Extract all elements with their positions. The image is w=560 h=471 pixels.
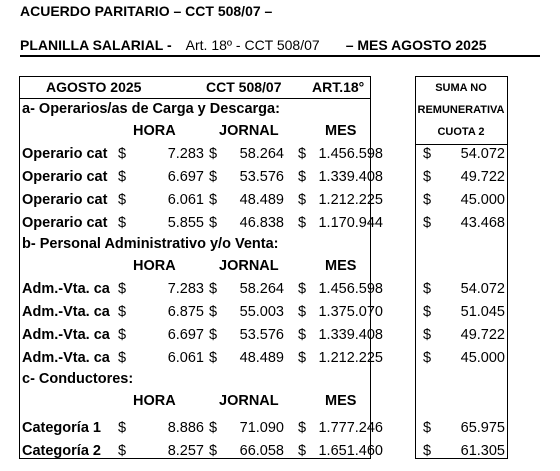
subtitle-right: – MES AGOSTO 2025: [345, 37, 487, 53]
value-jornal: 71.090: [239, 420, 284, 436]
currency-sign: $: [298, 350, 307, 366]
value-suma-no-remunerativa: 45.000: [460, 350, 505, 366]
value-jornal: 58.264: [239, 281, 284, 297]
currency-sign: $: [209, 327, 218, 343]
value-jornal: 53.576: [239, 327, 284, 343]
currency-sign: $: [423, 281, 432, 297]
value-mes: 1.170.944: [318, 215, 383, 231]
row-label: Operario cat: [22, 169, 108, 185]
column-header-mes: MES: [325, 393, 357, 409]
column-header-jornal: JORNAL: [219, 258, 279, 274]
row-label: Adm.-Vta. ca: [22, 304, 110, 320]
value-suma-no-remunerativa: 49.722: [460, 327, 505, 343]
value-jornal: 46.838: [239, 215, 284, 231]
subtitle-middle: Art. 18º - CCT 508/07: [185, 37, 320, 53]
currency-sign: $: [423, 304, 432, 320]
currency-sign: $: [118, 350, 127, 366]
document-subtitle: [20, 37, 487, 53]
column-header-jornal: JORNAL: [219, 123, 279, 139]
value-hora: 5.855: [167, 215, 204, 231]
value-suma-no-remunerativa: 61.305: [460, 443, 505, 459]
row-label: Categoría 2: [22, 443, 101, 459]
value-jornal: 53.576: [239, 169, 284, 185]
currency-sign: $: [118, 281, 127, 297]
currency-sign: $: [298, 146, 307, 162]
currency-sign: $: [298, 327, 307, 343]
currency-sign: $: [423, 420, 432, 436]
value-suma-no-remunerativa: 65.975: [460, 420, 505, 436]
value-hora: 7.283: [167, 146, 204, 162]
value-mes: 1.456.598: [318, 281, 383, 297]
currency-sign: $: [423, 350, 432, 366]
column-header-mes: MES: [325, 258, 357, 274]
currency-sign: $: [118, 215, 127, 231]
value-hora: 6.697: [167, 169, 204, 185]
row-label: Operario cat: [22, 146, 108, 162]
row-label: Categoría 1: [22, 420, 101, 436]
currency-sign: $: [209, 443, 218, 459]
value-hora: 6.697: [167, 327, 204, 343]
table-header-cct: CCT 508/07: [206, 79, 282, 95]
currency-sign: $: [209, 420, 218, 436]
value-mes: 1.375.070: [318, 304, 383, 320]
currency-sign: $: [423, 169, 432, 185]
value-jornal: 48.489: [239, 350, 284, 366]
salary-table: [19, 76, 371, 459]
table-header-article: ART.18°: [312, 79, 365, 95]
section-title: b- Personal Administrativo y/o Venta:: [22, 236, 279, 252]
salary-table-header-divider: [19, 98, 371, 99]
side-header-line-3: CUOTA 2: [437, 126, 485, 138]
document-title: ACUERDO PARITARIO – CCT 508/07 –: [20, 3, 273, 19]
currency-sign: $: [118, 443, 127, 459]
value-suma-no-remunerativa: 54.072: [460, 146, 505, 162]
column-header-jornal: JORNAL: [219, 393, 279, 409]
value-mes: 1.651.460: [318, 443, 383, 459]
currency-sign: $: [298, 420, 307, 436]
value-mes: 1.212.225: [318, 192, 383, 208]
value-hora: 6.061: [167, 192, 204, 208]
row-label: Operario cat: [22, 192, 108, 208]
value-hora: 6.061: [167, 350, 204, 366]
currency-sign: $: [118, 146, 127, 162]
column-header-hora: HORA: [133, 393, 176, 409]
currency-sign: $: [298, 304, 307, 320]
subtitle-left: PLANILLA SALARIAL -: [20, 37, 172, 53]
currency-sign: $: [118, 420, 127, 436]
currency-sign: $: [209, 215, 218, 231]
currency-sign: $: [298, 443, 307, 459]
value-suma-no-remunerativa: 45.000: [460, 192, 505, 208]
value-hora: 8.886: [167, 420, 204, 436]
currency-sign: $: [209, 192, 218, 208]
currency-sign: $: [118, 327, 127, 343]
value-suma-no-remunerativa: 43.468: [460, 215, 505, 231]
column-header-hora: HORA: [133, 258, 176, 274]
value-suma-no-remunerativa: 49.722: [460, 169, 505, 185]
title-underline: [20, 55, 540, 57]
section-title: a- Operarios/as de Carga y Descarga:: [22, 101, 280, 117]
non-remunerative-header-divider: [415, 144, 508, 145]
currency-sign: $: [298, 169, 307, 185]
currency-sign: $: [118, 192, 127, 208]
value-mes: 1.456.598: [318, 146, 383, 162]
value-mes: 1.339.408: [318, 169, 383, 185]
currency-sign: $: [298, 192, 307, 208]
value-mes: 1.339.408: [318, 327, 383, 343]
currency-sign: $: [118, 304, 127, 320]
side-header-line-2: REMUNERATIVA: [417, 104, 505, 116]
currency-sign: $: [209, 281, 218, 297]
currency-sign: $: [423, 146, 432, 162]
currency-sign: $: [423, 327, 432, 343]
value-jornal: 48.489: [239, 192, 284, 208]
value-mes: 1.212.225: [318, 350, 383, 366]
currency-sign: $: [298, 215, 307, 231]
value-suma-no-remunerativa: 54.072: [460, 281, 505, 297]
section-title: c- Conductores:: [22, 371, 134, 387]
row-label: Adm.-Vta. ca: [22, 350, 110, 366]
value-mes: 1.777.246: [318, 420, 383, 436]
currency-sign: $: [209, 169, 218, 185]
value-hora: 8.257: [167, 443, 204, 459]
currency-sign: $: [209, 146, 218, 162]
value-jornal: 66.058: [239, 443, 284, 459]
table-header-period: AGOSTO 2025: [46, 79, 142, 95]
column-header-mes: MES: [325, 123, 357, 139]
currency-sign: $: [209, 350, 218, 366]
row-label: Adm.-Vta. ca: [22, 281, 110, 297]
value-hora: 7.283: [167, 281, 204, 297]
currency-sign: $: [423, 215, 432, 231]
currency-sign: $: [298, 281, 307, 297]
currency-sign: $: [423, 192, 432, 208]
currency-sign: $: [118, 169, 127, 185]
value-jornal: 58.264: [239, 146, 284, 162]
value-jornal: 55.003: [239, 304, 284, 320]
row-label: Adm.-Vta. ca: [22, 327, 110, 343]
column-header-hora: HORA: [133, 123, 176, 139]
value-hora: 6.875: [167, 304, 204, 320]
side-header-line-1: SUMA NO: [435, 82, 487, 94]
row-label: Operario cat: [22, 215, 108, 231]
value-suma-no-remunerativa: 51.045: [460, 304, 505, 320]
currency-sign: $: [423, 443, 432, 459]
currency-sign: $: [209, 304, 218, 320]
